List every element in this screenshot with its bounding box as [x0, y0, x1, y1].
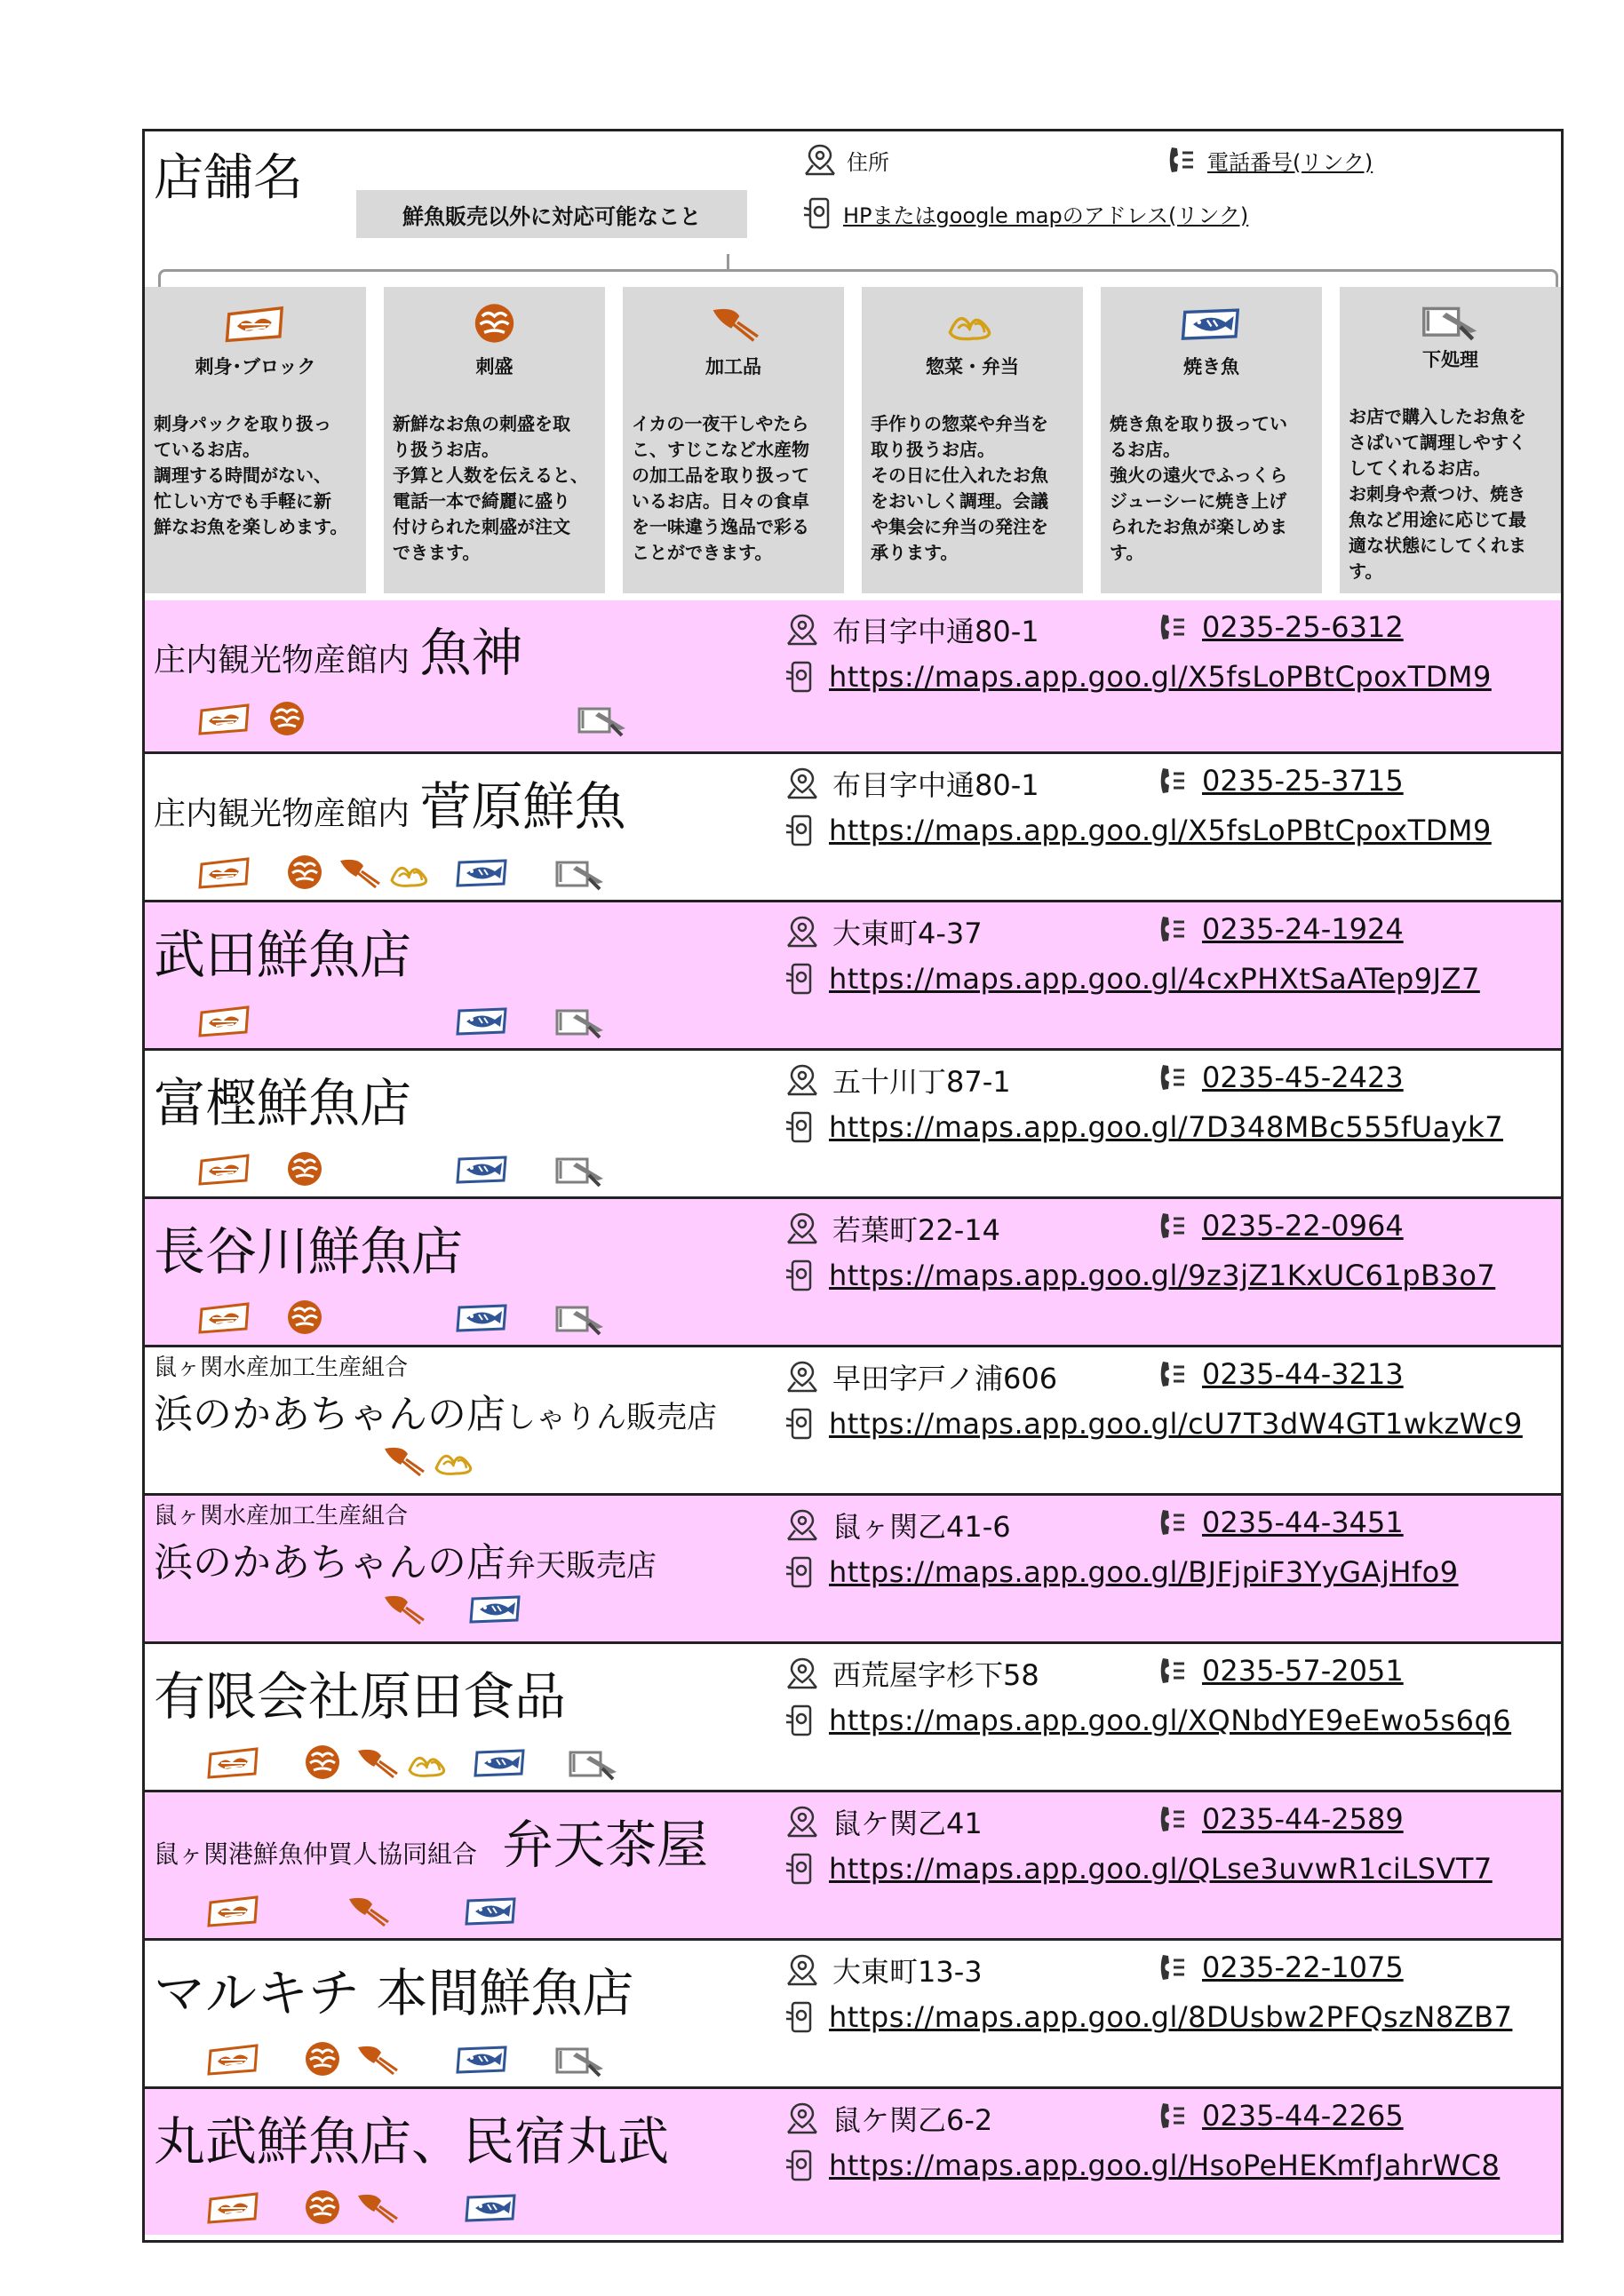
- store-phone-link[interactable]: 0235-24-1924: [1202, 912, 1404, 946]
- store-name-area: [154, 1655, 776, 1729]
- store-phone-link[interactable]: 0235-45-2423: [1202, 1061, 1404, 1094]
- store-map: [784, 1554, 1459, 1590]
- grilled-fish-icon: [456, 1150, 509, 1188]
- store-map: [784, 1703, 1511, 1738]
- store-address: [784, 911, 983, 952]
- store-row: [145, 1938, 1561, 2086]
- store-address-text: 若葉町22-14: [832, 1213, 1000, 1247]
- smartphone-map-icon: [784, 1406, 816, 1442]
- fish-prep-knife-icon: [576, 700, 629, 737]
- store-list-sheet: [142, 129, 1564, 2243]
- phone-icon: [1158, 609, 1190, 645]
- store-row: [145, 1641, 1561, 1790]
- processed-squid-icon: [376, 1590, 429, 1627]
- legend-subtitle: 鮮魚販売以外に対応可能なこと: [356, 190, 747, 238]
- grilled-fish-icon: [469, 1590, 522, 1627]
- map-pin-icon: [784, 1211, 820, 1246]
- sashimi-platter-icon: [296, 1744, 349, 1781]
- category-name: 刺身･ブロック: [195, 356, 316, 377]
- store-map-link[interactable]: https://maps.app.goo.gl/X5fsLoPBtCpoxTDM9: [829, 660, 1492, 694]
- store-phone: [1158, 911, 1404, 947]
- category-name: 加工品: [705, 356, 761, 377]
- store-name: 富樫鮮魚店: [154, 1073, 412, 1133]
- phone-icon: [1158, 1653, 1190, 1688]
- store-phone-link[interactable]: 0235-44-3451: [1202, 1506, 1404, 1539]
- store-row: [145, 2086, 1561, 2235]
- store-map-link[interactable]: https://maps.app.goo.gl/cU7T3dW4GT1wkzWc9: [829, 1407, 1523, 1441]
- store-row: [145, 900, 1561, 1048]
- store-org-name: 鼠ヶ関水産加工生産組合: [154, 1503, 409, 1529]
- store-map-link[interactable]: https://maps.app.goo.gl/QLse3uvwR1ciLSVT7: [829, 1852, 1493, 1886]
- processed-squid-icon: [349, 2040, 402, 2078]
- deli-bento-icon: [402, 1744, 456, 1781]
- fish-prep-knife-icon: [553, 854, 607, 891]
- fish-prep-knife-icon: [553, 1002, 607, 1039]
- store-name-area: [154, 1349, 776, 1439]
- processed-squid-icon: [349, 2189, 402, 2226]
- sashimi-block-icon: [198, 1299, 251, 1336]
- processed-squid-icon: [349, 1744, 402, 1781]
- store-name: マルキチ 本間鮮魚店: [154, 1963, 634, 2023]
- phone-icon: [1158, 1505, 1190, 1540]
- smartphone-map-icon: [784, 1851, 816, 1887]
- sashimi-platter-icon: [260, 700, 314, 737]
- service-icons: [198, 1590, 820, 1631]
- fish-prep-knife-icon: [553, 1299, 607, 1336]
- store-location: 庄内観光物産館内: [154, 796, 420, 832]
- smartphone-map-icon: [784, 961, 816, 997]
- service-icons: [198, 700, 820, 741]
- sashimi-block-icon: [198, 1150, 251, 1188]
- smartphone-map-icon: [784, 1258, 816, 1293]
- service-icons: [198, 2040, 820, 2081]
- store-name-area: [154, 1951, 776, 2026]
- store-name-area: [154, 913, 776, 988]
- store-phone: [1158, 1060, 1404, 1095]
- map-pin-icon: [784, 1952, 820, 1988]
- store-phone: [1158, 2098, 1404, 2133]
- phone-icon: [1166, 142, 1198, 178]
- store-phone-link[interactable]: 0235-25-3715: [1202, 764, 1404, 798]
- store-phone: [1158, 1801, 1404, 1837]
- store-phone: [1158, 1653, 1404, 1688]
- smartphone-map-icon: [802, 195, 834, 231]
- store-address: [784, 763, 1039, 804]
- grilled-fish-icon: [456, 854, 509, 891]
- store-address: [784, 1208, 1000, 1249]
- map-pin-icon: [784, 1359, 820, 1394]
- map-pin-icon: [784, 1804, 820, 1839]
- store-name: 丸武鮮魚店、民宿丸武: [154, 2111, 670, 2172]
- sashimi-block-icon: [154, 296, 357, 351]
- store-map: [784, 1109, 1503, 1145]
- sashimi-platter-icon: [278, 1150, 331, 1188]
- category-deli-bento: [862, 287, 1083, 593]
- store-row: [145, 1493, 1561, 1641]
- store-name: 魚神: [419, 623, 523, 683]
- store-address-text: 鼠ケ関乙6-2: [832, 2103, 993, 2137]
- store-address: [784, 1653, 1039, 1694]
- sashimi-block-icon: [198, 854, 251, 891]
- store-map-link[interactable]: https://maps.app.goo.gl/BJFjpiF3YyGAjHfo9: [829, 1555, 1459, 1589]
- store-phone: [1158, 609, 1404, 645]
- store-map: [784, 961, 1480, 997]
- store-name: 弁天茶屋: [502, 1815, 709, 1875]
- store-row: [145, 751, 1561, 900]
- service-icons: [198, 1442, 820, 1482]
- sashimi-block-icon: [207, 1892, 260, 1929]
- store-map: [784, 659, 1492, 695]
- category-name: 焼き魚: [1183, 356, 1239, 377]
- category-processed-squid: [623, 287, 844, 593]
- map-pin-icon: [802, 142, 838, 178]
- legend-address: [802, 142, 889, 178]
- store-location: 庄内観光物産館内: [154, 642, 420, 679]
- store-org-name: 鼠ヶ関水産加工生産組合: [154, 1355, 409, 1381]
- smartphone-map-icon: [784, 659, 816, 695]
- store-name: 長谷川鮮魚店: [154, 1221, 464, 1282]
- map-pin-icon: [784, 1062, 820, 1098]
- processed-squid-icon: [340, 1892, 394, 1929]
- fish-prep-knife-icon: [567, 1744, 620, 1781]
- smartphone-map-icon: [784, 1109, 816, 1145]
- store-map-link[interactable]: https://maps.app.goo.gl/7D348MBc555fUayk7: [829, 1110, 1504, 1144]
- phone-icon: [1158, 1950, 1190, 1985]
- store-name-area: [154, 765, 776, 839]
- store-address-text: 五十川丁87-1: [832, 1065, 1011, 1099]
- category-sashimi-block: [145, 287, 366, 593]
- legend-section: [145, 131, 1561, 603]
- category-description: 手作りの惣菜や弁当を 取り扱うお店。 その日に仕入れたお魚 をおいしく調理。会議 や集会に弁当の発注を 承ります。: [871, 413, 1048, 563]
- store-address-text: 西荒屋字杉下58: [832, 1658, 1039, 1692]
- sashimi-block-icon: [207, 2189, 260, 2226]
- service-icons: [198, 2189, 820, 2229]
- smartphone-map-icon: [784, 813, 816, 848]
- store-branch: しゃりん販売店: [506, 1400, 717, 1435]
- grilled-fish-icon: [456, 1002, 509, 1039]
- sashimi-platter-icon: [296, 2040, 349, 2078]
- service-icons: [198, 854, 820, 894]
- store-row: [145, 1048, 1561, 1196]
- category-description: 新鮮なお魚の刺盛を取 り扱うお店。 予算と人数を伝えると、 電話一本で綺麗に盛り 付けられた刺盛が注文 できます。: [393, 413, 588, 563]
- service-icons: [198, 1002, 820, 1043]
- store-phone-link[interactable]: 0235-57-2051: [1202, 1654, 1404, 1688]
- store-name-area: [154, 611, 776, 686]
- store-map: [784, 1406, 1523, 1442]
- smartphone-map-icon: [784, 2148, 816, 2183]
- phone-icon: [1158, 911, 1190, 947]
- grilled-fish-icon: [465, 2189, 518, 2226]
- store-phone: [1158, 1356, 1404, 1392]
- map-pin-icon: [784, 766, 820, 801]
- store-address: [784, 1356, 1057, 1397]
- store-address-text: 鼠ヶ関乙41-6: [832, 1510, 1011, 1544]
- category-name: 下処理: [1422, 349, 1478, 370]
- sashimi-platter-icon: [296, 2189, 349, 2226]
- store-location: 鼠ヶ関港鮮魚仲買人協同組合: [154, 1839, 503, 1869]
- store-map-link[interactable]: https://maps.app.goo.gl/X5fsLoPBtCpoxTDM9: [829, 814, 1492, 847]
- map-pin-icon: [784, 1656, 820, 1691]
- store-address-text: 鼠ケ関乙41: [832, 1807, 983, 1840]
- phone-icon: [1158, 1356, 1190, 1392]
- grilled-fish-icon: [1110, 296, 1313, 351]
- store-name-area: [154, 2100, 776, 2174]
- store-row: [145, 1345, 1561, 1493]
- legend-bracket-notch: [727, 254, 729, 270]
- deli-bento-icon: [385, 854, 438, 891]
- grilled-fish-icon: [465, 1892, 518, 1929]
- store-map-link[interactable]: https://maps.app.goo.gl/XQNbdYE9eEwo5s6q6: [829, 1704, 1512, 1737]
- category-description: 刺身パックを取り扱っ ているお店。 調理する時間がない、 忙しい方でも手軽に新 鮮なお魚を楽しめます。: [154, 413, 348, 537]
- store-address-text: 布目字中通80-1: [832, 768, 1039, 802]
- legend-hp-label[interactable]: HPまたはgoogle mapのアドレス(リンク): [843, 203, 1249, 228]
- store-row: [145, 1790, 1561, 1938]
- map-pin-icon: [784, 1507, 820, 1543]
- store-name: 有限会社原田食品: [154, 1666, 567, 1727]
- sashimi-platter-icon: [278, 1299, 331, 1336]
- service-icons: [198, 1744, 820, 1784]
- store-map-link[interactable]: https://maps.app.goo.gl/9z3jZ1KxUC61pB3o7: [829, 1259, 1496, 1292]
- sashimi-platter-icon: [393, 296, 596, 351]
- grilled-fish-icon: [474, 1744, 527, 1781]
- legend-phone-label[interactable]: 電話番号(リンク): [1207, 149, 1373, 175]
- store-branch: 弁天販売店: [506, 1548, 657, 1584]
- store-name-area: [154, 1061, 776, 1136]
- store-map: [784, 1258, 1495, 1293]
- fish-prep-knife-icon: [1349, 296, 1552, 344]
- deli-bento-icon: [871, 296, 1074, 351]
- store-map: [784, 813, 1492, 848]
- store-address: [784, 609, 1039, 650]
- store-phone: [1158, 1950, 1404, 1985]
- map-pin-icon: [784, 2101, 820, 2136]
- store-phone: [1158, 1208, 1404, 1243]
- phone-icon: [1158, 1060, 1190, 1095]
- store-phone-link[interactable]: 0235-44-3213: [1202, 1357, 1404, 1391]
- sashimi-block-icon: [198, 700, 251, 737]
- phone-icon: [1158, 1208, 1190, 1243]
- store-rows: [145, 600, 1561, 2235]
- store-row: [145, 600, 1561, 751]
- legend-hp: [802, 195, 1248, 231]
- category-fish-prep-knife: [1340, 287, 1561, 593]
- store-address-text: 大東町4-37: [832, 917, 983, 950]
- store-phone-link[interactable]: 0235-25-6312: [1202, 610, 1404, 644]
- store-name-area: [154, 1803, 776, 1878]
- store-name: 浜のかあちゃんの店: [154, 1540, 506, 1585]
- store-map: [784, 2148, 1500, 2183]
- store-map-link[interactable]: https://maps.app.goo.gl/HsoPeHEKmfJahrWC8: [829, 2149, 1501, 2182]
- store-address: [784, 1950, 983, 1990]
- fish-prep-knife-icon: [553, 2040, 607, 2078]
- store-name: 菅原鮮魚: [419, 776, 626, 837]
- category-name: 惣菜・弁当: [926, 356, 1019, 377]
- smartphone-map-icon: [784, 1999, 816, 2035]
- sashimi-block-icon: [198, 1002, 251, 1039]
- store-address: [784, 2098, 992, 2139]
- category-description: イカの一夜干しやたら こ、すじこなど水産物 の加工品を取り扱って いるお店。日々の食卓 を一味違う逸品で彩る ことができます。: [632, 413, 809, 563]
- store-address: [784, 1060, 1011, 1100]
- store-row: [145, 1196, 1561, 1345]
- map-pin-icon: [784, 914, 820, 949]
- service-icons: [198, 1299, 820, 1339]
- store-phone-link[interactable]: 0235-44-2589: [1202, 1802, 1404, 1836]
- store-phone-link[interactable]: 0235-22-1075: [1202, 1950, 1404, 1984]
- store-map-link[interactable]: https://maps.app.goo.gl/4cxPHXtSaATep9JZ7: [829, 962, 1480, 996]
- store-map: [784, 1999, 1512, 2035]
- store-address-text: 大東町13-3: [832, 1955, 983, 1989]
- phone-icon: [1158, 2098, 1190, 2133]
- legend-address-label: 住所: [847, 149, 889, 175]
- category-description: お店で購入したお魚を さばいて調理しやすく してくれるお店。 お刺身や煮つけ、焼き 魚など用途に応じて最 適な状態にしてくれま す。: [1349, 406, 1526, 582]
- store-address-text: 布目字中通80-1: [832, 615, 1039, 648]
- sashimi-block-icon: [207, 2040, 260, 2078]
- grilled-fish-icon: [456, 2040, 509, 2078]
- store-phone: [1158, 763, 1404, 798]
- service-icons: [198, 1150, 820, 1191]
- processed-squid-icon: [632, 296, 835, 351]
- category-grilled-fish: [1101, 287, 1322, 593]
- fish-prep-knife-icon: [553, 1150, 607, 1188]
- map-pin-icon: [784, 612, 820, 647]
- category-description: 焼き魚を取り扱ってい るお店。 強火の遠火でふっくら ジューシーに焼き上げ られたお魚が楽しめま す。: [1110, 413, 1287, 563]
- category-legend: [145, 287, 1561, 593]
- store-address: [784, 1505, 1011, 1545]
- category-name: 刺盛: [475, 356, 513, 377]
- store-phone-link[interactable]: 0235-44-2265: [1202, 2099, 1404, 2133]
- store-phone-link[interactable]: 0235-22-0964: [1202, 1209, 1404, 1243]
- processed-squid-icon: [331, 854, 385, 891]
- store-map-link[interactable]: https://maps.app.goo.gl/8DUsbw2PFQszN8ZB7: [829, 2000, 1513, 2034]
- store-address: [784, 1801, 983, 1842]
- store-name: 武田鮮魚店: [154, 925, 412, 985]
- deli-bento-icon: [429, 1442, 482, 1479]
- store-name-area: [154, 1210, 776, 1284]
- service-icons: [198, 1892, 820, 1933]
- phone-icon: [1158, 1801, 1190, 1837]
- store-name-area: [154, 1498, 776, 1587]
- legend-bracket: [158, 269, 1558, 288]
- store-name: 浜のかあちゃんの店: [154, 1392, 506, 1437]
- category-sashimi-platter: [384, 287, 605, 593]
- legend-title: 店舗名: [154, 149, 303, 207]
- legend-phone: [1166, 142, 1373, 178]
- sashimi-block-icon: [207, 1744, 260, 1781]
- store-address-text: 早田字戸ノ浦606: [832, 1362, 1058, 1395]
- smartphone-map-icon: [784, 1703, 816, 1738]
- phone-icon: [1158, 763, 1190, 798]
- store-phone: [1158, 1505, 1404, 1540]
- grilled-fish-icon: [456, 1299, 509, 1336]
- smartphone-map-icon: [784, 1554, 816, 1590]
- processed-squid-icon: [376, 1442, 429, 1479]
- store-map: [784, 1851, 1493, 1887]
- sashimi-platter-icon: [278, 854, 331, 891]
